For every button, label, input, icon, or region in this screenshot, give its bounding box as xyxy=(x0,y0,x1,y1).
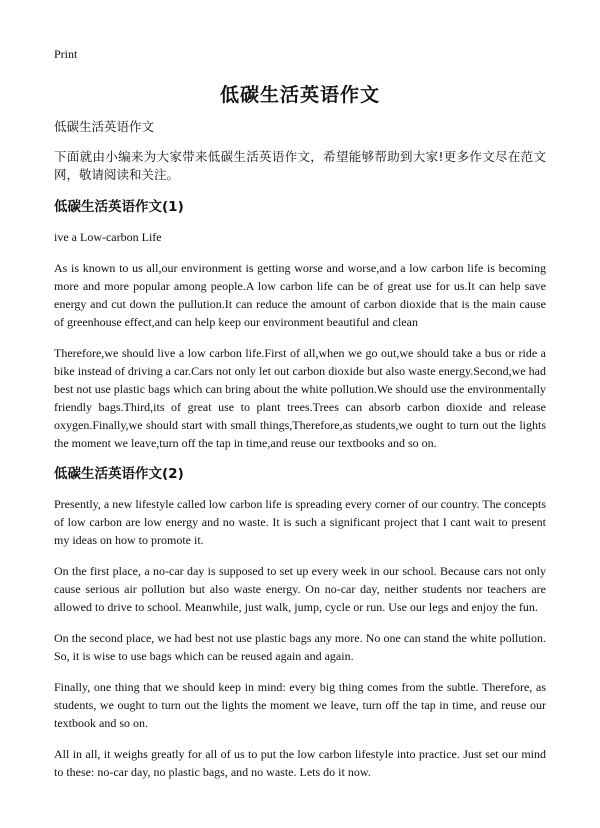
paragraph: Finally, one thing that we should keep in mind: every big thing comes from the subtle. Therefore, as students, we ought to turn out the lights the moment we leave, turn off the tap in time, and reuse our textbook and so on. xyxy=(54,680,546,730)
paragraph: All in all, it weighs greatly for all of us to put the low carbon lifestyle into practice. Just set our mind to these: no-car day, no plastic bags, and no waste. Lets do it now. xyxy=(54,747,546,779)
page-title: 低碳生活英语作文 xyxy=(219,84,380,106)
print-label[interactable]: Print xyxy=(54,47,78,61)
paragraph: As is known to us all,our environment is getting worse and worse,and a low carbon life is becoming more and more popular among people.A low carbon life can be of great use for us.It can help save energy and cut down the pullution.It can reduce the amount of carbon dioxide that is the main cause of greenhouse effect,and can help keep our environment beautiful and clean xyxy=(54,261,546,329)
paragraph: On the second place, we had best not use plastic bags any more. No one can stand the white pollution. So, it is wise to use bags which can be reused again and again. xyxy=(54,631,546,663)
article-body xyxy=(54,118,546,794)
article-subtitle: 低碳生活英语作文 xyxy=(54,119,155,134)
paragraph: On the first place, a no-car day is supposed to set up every week in our school. Because cars not only cause serious air pollution but also waste energy. On no-car day, neither students nor teachers are allowed to drive to school. Meanwhile, just walk, jump, cycle or run. Use our legs and enjoy the fun. xyxy=(54,564,546,614)
essay-title-line: ive a Low-carbon Life xyxy=(54,230,162,244)
paragraph: Presently, a new lifestyle called low carbon life is spreading every corner of our country. The concepts of low carbon are low energy and no waste. It is such a significant project that I cant wait to present my ideas on how to promote it. xyxy=(54,497,546,547)
article-intro: 下面就由小编来为大家带来低碳生活英语作文，希望能够帮助到大家!更多作文尽在范文网，敬请阅读和关注。 xyxy=(54,149,546,182)
section-heading-2: 低碳生活英语作文(2) xyxy=(54,466,184,482)
paragraph: Therefore,we should live a low carbon life.First of all,when we go out,we should take a bus or ride a bike instead of driving a car.Cars not only let out carbon dioxide but also waste energy.Second,we had best not use plastic bags which can bring about the white pollution.We should use the environmentally friendly bags.Third,its of great use to plant trees.Trees can absorb carbon dioxide and release oxygen.Finally,we should start with small things,Therefore,as students,we ought to turn out the lights the moment we leave,turn off the tap in time,and reuse our textbooks and so on. xyxy=(54,346,546,450)
section-heading-1: 低碳生活英语作文(1) xyxy=(54,199,184,215)
